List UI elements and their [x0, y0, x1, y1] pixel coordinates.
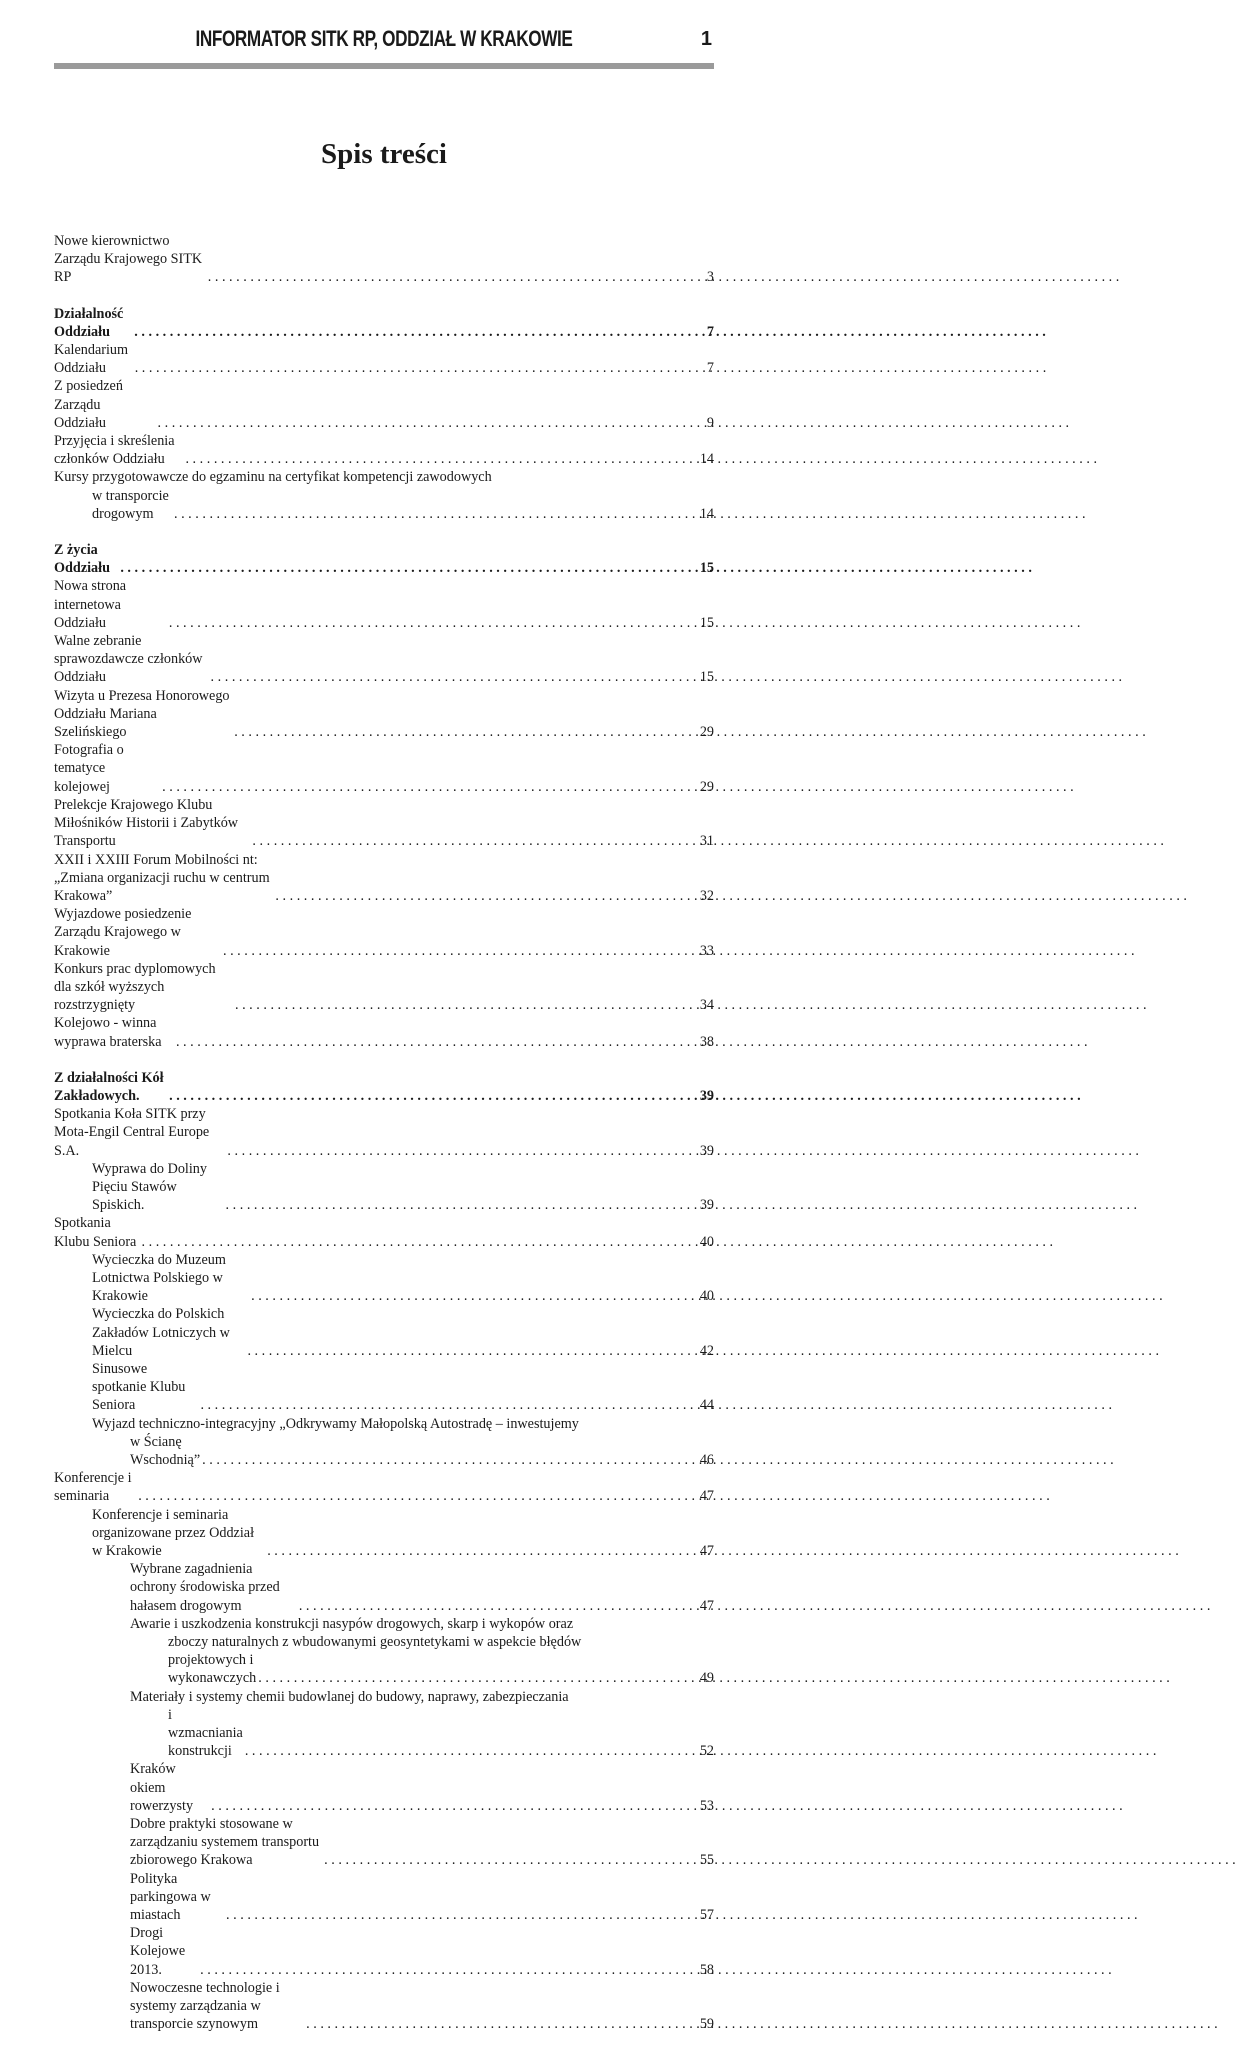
toc-entry-title: Kalendarium Oddziału: [54, 342, 129, 377]
toc-entry-page: 47: [699, 1543, 714, 1560]
toc-entry[interactable]: [54, 232, 714, 287]
running-header: [54, 26, 714, 56]
toc-section: [54, 541, 714, 1051]
toc-entry-page: 15: [699, 669, 714, 686]
toc-entry[interactable]: [54, 1815, 714, 1870]
dot-leader: [235, 996, 688, 1014]
toc-entry[interactable]: [54, 1924, 714, 1979]
toc-entry-page: 33: [699, 942, 714, 959]
toc-entry[interactable]: [54, 1979, 714, 2034]
toc-entry[interactable]: [54, 487, 714, 523]
table-of-contents: [54, 232, 714, 2052]
toc-entry[interactable]: [54, 687, 714, 742]
dot-leader: [223, 942, 688, 960]
toc-entry[interactable]: [54, 1760, 714, 1815]
toc-entry[interactable]: [54, 1105, 714, 1160]
toc-entry-page: 39: [699, 1087, 714, 1104]
toc-entry-page: 58: [699, 1961, 714, 1978]
toc-entry-title: Działalność Oddziału: [54, 305, 124, 340]
dot-leader: [169, 1087, 688, 1105]
toc-entry-title: i wzmacniania konstrukcji: [168, 1706, 243, 1760]
toc-entry-page: 15: [699, 560, 714, 577]
toc-entry-title: Polityka parkingowa w miastach: [130, 1870, 211, 1924]
toc-entry-title: Wyprawa do Doliny Pięciu Stawów Spiskich.: [92, 1160, 207, 1214]
toc-section: [54, 232, 714, 287]
toc-entry-line: zboczy naturalnych z wbudowanymi geosyntetykami w aspekcie błędów: [168, 1634, 582, 1651]
toc-entry-page: 32: [699, 887, 714, 904]
toc-entry-title: Drogi Kolejowe 2013.: [130, 1925, 186, 1978]
toc-entry-title: Spotkania Koła SITK przy Mota-Engil Central Europe S.A.: [54, 1106, 210, 1159]
toc-entry-page: 9: [706, 414, 714, 431]
toc-entry[interactable]: [54, 1360, 714, 1415]
dot-leader: [200, 1961, 688, 1979]
toc-entry-page: 47: [699, 1488, 714, 1505]
toc-entry[interactable]: [54, 741, 714, 796]
toc-entry-page: 15: [699, 614, 714, 631]
toc-entry[interactable]: [54, 1469, 714, 1505]
toc-entry-page: 29: [699, 724, 714, 741]
dot-leader: [211, 668, 688, 686]
dot-leader: [120, 559, 688, 577]
toc-entry[interactable]: [54, 1870, 714, 1925]
toc-entry-title: Nowe kierownictwo Zarządu Krajowego SITK RP: [54, 233, 203, 286]
toc-entry[interactable]: [54, 1506, 714, 1561]
toc-entry-title: w Ścianę Wschodnią”: [130, 1433, 201, 1468]
toc-entry[interactable]: [54, 1214, 714, 1250]
toc-entry-page: 7: [706, 323, 714, 340]
dot-leader: [169, 614, 688, 632]
toc-entry-title: Walne zebranie sprawozdawcze członków Oddziału: [54, 633, 203, 686]
toc-entry[interactable]: [54, 905, 714, 960]
dot-leader: [251, 1287, 688, 1305]
toc-entry[interactable]: [54, 1014, 714, 1050]
toc-entry-title: Konferencje i seminaria: [54, 1470, 132, 1505]
toc-entry-page: 55: [699, 1852, 714, 1869]
toc-entry-title: XXII i XXIII Forum Mobilności nt: „Zmiana organizacji ruchu w centrum Krakowa”: [54, 851, 270, 904]
toc-entry-line: Wyjazd techniczno-integracyjny „Odkrywamy Małopolską Autostradę – inwestujemy: [92, 1415, 579, 1432]
dot-leader: [234, 723, 688, 741]
toc-entry-page: 52: [699, 1743, 714, 1760]
toc-entry[interactable]: [54, 1433, 714, 1469]
toc-entry-title: Z posiedzeń Zarządu Oddziału: [54, 378, 123, 431]
toc-entry[interactable]: [54, 960, 714, 1015]
toc-entry[interactable]: [54, 1251, 714, 1306]
toc-entry-title: Wybrane zagadnienia ochrony środowiska przed hałasem drogowym: [130, 1561, 280, 1614]
toc-entry-page: 31: [699, 833, 714, 850]
toc-entry-line: Kursy przygotowawcze do egzaminu na certyfikat kompetencji zawodowych: [54, 469, 492, 486]
toc-entry-page: 14: [699, 451, 714, 468]
dot-leader: [200, 1396, 688, 1414]
toc-entry-title: Konkurs prac dyplomowych dla szkół wyższych rozstrzygnięty: [54, 960, 216, 1014]
dot-leader: [176, 1033, 688, 1051]
dot-leader: [208, 268, 688, 286]
toc-entry-title: Wycieczka do Muzeum Lotnictwa Polskiego w Krakowie: [92, 1251, 226, 1305]
toc-entry-title: Spotkania Klubu Seniora: [54, 1215, 137, 1250]
toc-entry[interactable]: [54, 1305, 714, 1360]
toc-entry-page: 40: [699, 1288, 714, 1305]
toc-entry-page: 39: [699, 1142, 714, 1159]
dot-leader: [226, 1196, 688, 1214]
toc-entry-line: Awarie i uszkodzenia konstrukcji nasypów drogowych, skarp i wykopów oraz: [130, 1615, 574, 1632]
toc-entry-page: 7: [706, 360, 714, 377]
dot-leader: [247, 1342, 688, 1360]
toc-entry-page: 3: [706, 269, 714, 286]
dot-leader: [162, 778, 688, 796]
toc-entry-title: Kraków okiem rowerzysty: [130, 1761, 194, 1814]
toc-entry-title: Konferencje i seminaria organizowane przez Oddział w Krakowie: [92, 1506, 255, 1560]
toc-entry[interactable]: [54, 1560, 714, 1615]
toc-entry-title: Fotografia o tematyce kolejowej: [54, 742, 124, 795]
toc-section-heading[interactable]: [54, 541, 714, 577]
toc-entry-page: 29: [699, 778, 714, 795]
toc-entry-title: Kolejowo - winna wyprawa braterska: [54, 1015, 162, 1050]
toc-entry-title: Dobre praktyki stosowane w zarządzaniu systemem transportu zbiorowego Krakowa: [130, 1816, 320, 1869]
toc-entry-page: 53: [699, 1797, 714, 1814]
dot-leader: [226, 1906, 688, 1924]
toc-section: [54, 1069, 714, 2034]
toc-entry[interactable]: [54, 1706, 714, 1761]
toc-entry[interactable]: [54, 796, 714, 851]
toc-entry-page: 44: [699, 1397, 714, 1414]
toc-entry-page: 46: [699, 1452, 714, 1468]
dot-leader: [275, 887, 688, 905]
toc-section-heading[interactable]: [54, 1069, 714, 1105]
toc-entry[interactable]: [54, 577, 714, 632]
toc-entry-title: Sinusowe spotkanie Klubu Seniora: [92, 1360, 186, 1414]
toc-entry-title: projektowych i wykonawczych: [168, 1652, 257, 1687]
dot-leader: [142, 1233, 688, 1251]
dot-leader: [299, 1597, 688, 1615]
toc-entry-page: 47: [699, 1597, 714, 1614]
dot-leader: [138, 1487, 688, 1505]
toc-entry-title: Z życia Oddziału: [54, 542, 110, 577]
toc-entry-title: w transporcie drogowym: [92, 487, 169, 522]
toc-entry[interactable]: [54, 1160, 714, 1215]
toc-entry-title: Nowoczesne technologie i systemy zarządzania w transporcie szynowym: [130, 1979, 280, 2033]
toc-entry-page: 39: [699, 1197, 714, 1214]
dot-leader: [245, 1742, 688, 1760]
toc-entry-page: 14: [699, 505, 714, 522]
dot-leader: [185, 450, 688, 468]
toc-entry[interactable]: [54, 851, 714, 906]
toc-entry-title: Nowa strona internetowa Oddziału: [54, 578, 127, 631]
toc-entry-page: 42: [699, 1342, 714, 1359]
dot-leader: [134, 323, 688, 341]
dot-leader: [202, 1451, 688, 1469]
toc-entry[interactable]: [54, 1651, 714, 1687]
header-rule: [54, 63, 714, 69]
toc-entry-title: Prelekcje Krajowego Klubu Miłośników Historii i Zabytków Transportu: [54, 796, 239, 850]
dot-leader: [267, 1542, 688, 1560]
dot-leader: [227, 1142, 688, 1160]
running-title: INFORMATOR SITK RP, ODDZIAŁ W KRAKOWIE: [195, 26, 573, 51]
toc-entry-title: Wizyta u Prezesa Honorowego Oddziału Mariana Szelińskiego: [54, 687, 230, 741]
dot-leader: [211, 1797, 688, 1815]
toc-entry-page: 59: [699, 2016, 714, 2033]
toc-entry[interactable]: [54, 341, 714, 377]
dot-leader: [306, 2015, 688, 2033]
toc-entry[interactable]: [54, 432, 714, 468]
dot-leader: [258, 1669, 688, 1687]
toc-entry-title: Wyjazdowe posiedzenie Zarządu Krajowego w Krakowie: [54, 906, 192, 959]
dot-leader: [158, 414, 688, 432]
toc-entry-line: Materiały i systemy chemii budowlanej do budowy, naprawy, zabezpieczania: [130, 1688, 569, 1705]
toc-entry-title: Wycieczka do Polskich Zakładów Lotniczych w Mielcu: [92, 1306, 230, 1359]
toc-entry-page: 57: [699, 1907, 714, 1924]
toc-entry-title: Przyjęcia i skreślenia członków Oddziału: [54, 433, 175, 468]
toc-entry[interactable]: [54, 632, 714, 687]
toc-heading: Spis treści: [321, 138, 447, 170]
toc-entry-page: 40: [699, 1233, 714, 1250]
page-number: 1: [700, 28, 712, 50]
toc-entry[interactable]: [54, 377, 714, 432]
dot-leader: [252, 832, 688, 850]
toc-entry-page: 38: [699, 1033, 714, 1050]
dot-leader: [174, 505, 688, 523]
toc-entry-page: 34: [699, 997, 714, 1014]
toc-section-heading[interactable]: [54, 305, 714, 341]
toc-entry-page: 49: [699, 1670, 714, 1687]
dot-leader: [324, 1851, 688, 1869]
toc-entry-title: Z działalności Kół Zakładowych.: [54, 1069, 164, 1104]
toc-section: [54, 305, 714, 523]
dot-leader: [135, 359, 688, 377]
